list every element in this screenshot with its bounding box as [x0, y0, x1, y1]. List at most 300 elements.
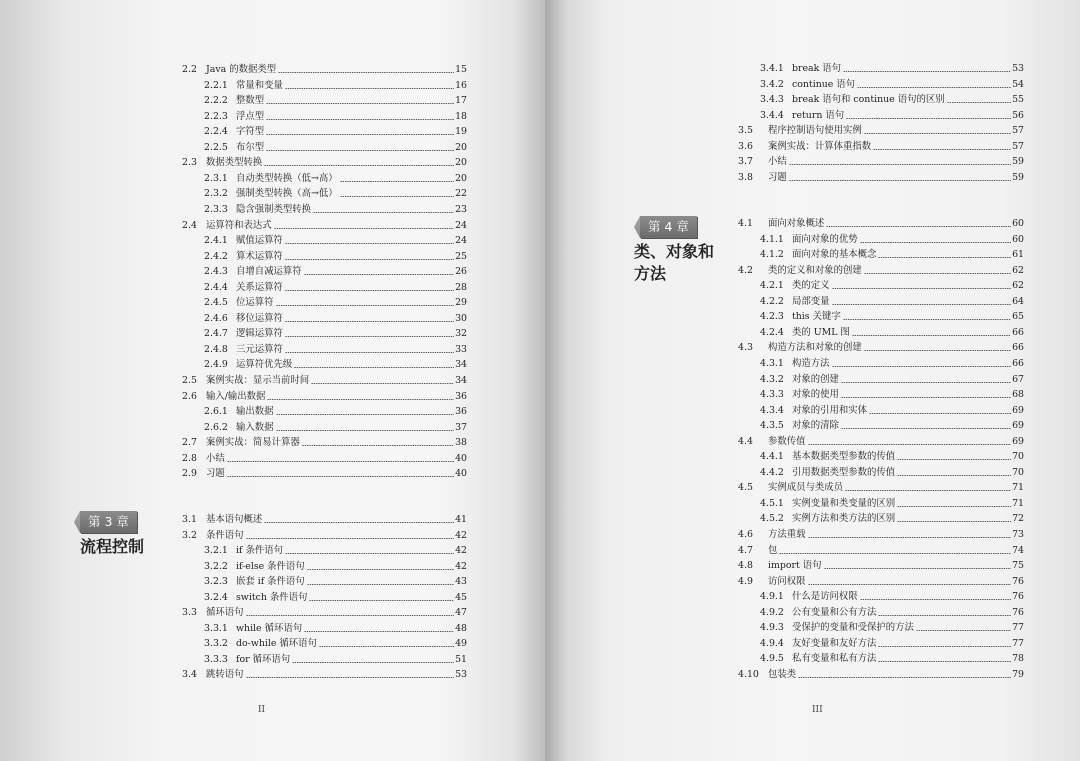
toc-entry	[760, 246, 1024, 261]
leader-dots	[304, 631, 454, 632]
toc-entry-number: 4.5	[738, 482, 753, 493]
toc-entry-number: 4.2.2	[760, 296, 784, 307]
toc-entry-title: 对象的创建	[792, 374, 839, 385]
toc-entry	[738, 215, 1024, 230]
toc-entry-number: 3.4.2	[760, 79, 784, 90]
toc-entry-page: 53	[455, 669, 467, 680]
toc-entry-number: 4.9.4	[760, 638, 784, 649]
toc-entry-title: 实例方法和类方法的区别	[792, 513, 896, 524]
toc-entry-page: 74	[1012, 545, 1024, 556]
toc-entry-number: 4.2.1	[760, 280, 784, 291]
toc-entry-title: 输入/输出数据	[206, 391, 266, 402]
toc-entry	[760, 293, 1024, 308]
toc-entry	[182, 434, 467, 449]
leader-dots	[278, 72, 454, 73]
toc-entry	[204, 403, 467, 418]
toc-entry	[204, 356, 467, 371]
leader-dots	[340, 181, 454, 182]
right-page	[545, 0, 1080, 761]
toc-entry	[760, 588, 1024, 603]
toc-entry-title: 常量和变量	[236, 80, 283, 91]
toc-entry-number: 4.3.1	[760, 358, 784, 369]
page-number: III	[812, 705, 823, 715]
toc-entry-page: 57	[1012, 141, 1024, 152]
toc-entry-number: 4.5.1	[760, 498, 784, 509]
toc-entry-page: 67	[1012, 374, 1024, 385]
leader-dots	[264, 165, 454, 166]
toc-entry-number: 3.5	[738, 125, 753, 136]
toc-entry-title: 习题	[206, 468, 225, 479]
toc-entry	[204, 248, 467, 263]
toc-entry-page: 37	[455, 422, 467, 433]
toc-entry-title: 小结	[768, 156, 787, 167]
leader-dots	[843, 71, 1011, 72]
toc-entry-title: 自增自减运算符	[236, 266, 302, 277]
leader-dots	[824, 568, 1012, 569]
toc-entry	[738, 557, 1024, 572]
toc-entry-page: 20	[455, 142, 467, 153]
toc-entry-page: 26	[455, 266, 467, 277]
toc-entry-page: 78	[1012, 653, 1024, 664]
toc-entry-page: 60	[1012, 234, 1024, 245]
toc-entry-number: 2.4.9	[204, 359, 228, 370]
toc-entry-title: 位运算符	[236, 297, 274, 308]
toc-entry-page: 18	[455, 111, 467, 122]
toc-entry-title: 输入数据	[236, 422, 274, 433]
toc-entry-number: 4.5.2	[760, 513, 784, 524]
toc-entry-page: 38	[455, 437, 467, 448]
toc-entry-title: return 语句	[792, 110, 845, 121]
toc-entry-title: switch 条件语句	[236, 592, 308, 603]
leader-dots	[274, 228, 454, 229]
toc-entry-number: 2.6.1	[204, 406, 228, 417]
toc-entry-number: 4.9.5	[760, 653, 784, 664]
toc-entry	[182, 527, 467, 542]
toc-entry-number: 2.6.2	[204, 422, 228, 433]
toc-entry	[182, 217, 467, 232]
toc-entry-number: 3.4.3	[760, 94, 784, 105]
toc-entry-number: 4.9	[738, 576, 753, 587]
leader-dots	[897, 521, 1011, 522]
chapter-4-title-line1: 类、对象和	[634, 242, 715, 261]
leader-dots	[789, 164, 1011, 165]
toc-entry-title: 方法重载	[768, 529, 806, 540]
toc-entry-page: 41	[455, 514, 467, 525]
toc-entry	[204, 589, 467, 604]
toc-entry-page: 71	[1012, 498, 1024, 509]
toc-entry	[182, 511, 467, 526]
toc-entry-title: 私有变量和私有方法	[792, 653, 877, 664]
toc-entry	[204, 558, 467, 573]
toc-entry	[204, 573, 467, 588]
toc-entry	[760, 619, 1024, 634]
toc-entry-title: 案例实战：计算体重指数	[768, 141, 872, 152]
toc-entry	[182, 604, 467, 619]
toc-entry-page: 77	[1012, 622, 1024, 633]
toc-entry-number: 2.3.2	[204, 188, 228, 199]
toc-entry-page: 76	[1012, 607, 1024, 618]
chapter-4-badge: 第 4 章	[640, 216, 697, 238]
toc-entry-number: 4.4	[738, 436, 753, 447]
toc-entry-number: 3.2.2	[204, 561, 228, 572]
toc-entry-title: 浮点型	[236, 111, 265, 122]
toc-entry	[204, 185, 467, 200]
toc-entry-number: 2.2	[182, 64, 197, 75]
toc-entry	[760, 324, 1024, 339]
toc-entry	[204, 92, 467, 107]
toc-entry-number: 3.4.4	[760, 110, 784, 121]
toc-entry-number: 3.3.2	[204, 638, 228, 649]
leader-dots	[285, 321, 454, 322]
toc-entry-page: 19	[455, 126, 467, 137]
toc-entry-title: 受保护的变量和受保护的方法	[792, 622, 914, 633]
toc-entry-number: 4.6	[738, 529, 753, 540]
chapter-4-title-line2: 方法	[634, 264, 667, 283]
toc-entry-number: 4.9.1	[760, 591, 784, 602]
leader-dots	[313, 212, 454, 213]
leader-dots	[789, 180, 1011, 181]
leader-dots	[294, 367, 454, 368]
toc-entry	[204, 341, 467, 356]
toc-entry	[204, 170, 467, 185]
toc-entry-title: 案例实战：简易计算器	[206, 437, 300, 448]
toc-entry-number: 2.4.3	[204, 266, 228, 277]
toc-entry-page: 22	[455, 188, 467, 199]
toc-entry-number: 4.2.3	[760, 311, 784, 322]
toc-entry-title: 字符型	[236, 126, 265, 137]
toc-entry-number: 4.1	[738, 218, 753, 229]
leader-dots	[808, 444, 1012, 445]
toc-entry	[760, 635, 1024, 650]
toc-entry-title: 输出数据	[236, 406, 274, 417]
toc-entry-number: 4.1.2	[760, 249, 784, 260]
toc-entry-number: 3.3.1	[204, 623, 228, 634]
toc-entry	[760, 604, 1024, 619]
toc-entry	[204, 232, 467, 247]
toc-entry-title: 运算符和表达式	[206, 220, 272, 231]
toc-entry	[182, 154, 467, 169]
leader-dots	[878, 257, 1011, 258]
toc-entry-number: 3.2.3	[204, 576, 228, 587]
leader-dots	[843, 319, 1011, 320]
leader-dots	[869, 413, 1011, 414]
toc-entry-page: 60	[1012, 218, 1024, 229]
toc-entry-title: do-while 循环语句	[236, 638, 317, 649]
toc-entry-number: 2.4.4	[204, 282, 228, 293]
toc-entry-page: 66	[1012, 327, 1024, 338]
toc-entry	[760, 464, 1024, 479]
toc-entry	[182, 450, 467, 465]
toc-entry-page: 65	[1012, 311, 1024, 322]
toc-entry-number: 3.7	[738, 156, 753, 167]
toc-entry-page: 40	[455, 468, 467, 479]
toc-entry-number: 3.1	[182, 514, 197, 525]
toc-entry-number: 2.2.2	[204, 95, 228, 106]
toc-entry-title: 友好变量和友好方法	[792, 638, 877, 649]
leader-dots	[878, 646, 1011, 647]
toc-entry	[204, 635, 467, 650]
toc-entry	[738, 339, 1024, 354]
toc-entry	[204, 139, 467, 154]
toc-entry-page: 56	[1012, 110, 1024, 121]
toc-entry-title: 面向对象的优势	[792, 234, 858, 245]
toc-entry-title: 习题	[768, 172, 787, 183]
leader-dots	[227, 476, 454, 477]
toc-entry-title: 局部变量	[792, 296, 830, 307]
toc-entry-title: 引用数据类型参数的传值	[792, 467, 896, 478]
toc-entry-title: 三元运算符	[236, 344, 283, 355]
toc-entry-title: 公有变量和公有方法	[792, 607, 877, 618]
toc-entry	[182, 666, 467, 681]
toc-entry-title: 案例实战：显示当前时间	[206, 375, 310, 386]
leader-dots	[826, 226, 1011, 227]
leader-dots	[266, 134, 454, 135]
toc-entry-page: 30	[455, 313, 467, 324]
toc-entry	[182, 372, 467, 387]
leader-dots	[285, 352, 454, 353]
toc-entry-number: 2.4.1	[204, 235, 228, 246]
toc-entry-number: 2.4.8	[204, 344, 228, 355]
toc-entry-title: 自动类型转换（低→高）	[236, 173, 338, 184]
leader-dots	[916, 630, 1011, 631]
toc-entry-title: 基本语句概述	[206, 514, 263, 525]
toc-entry-page: 20	[455, 157, 467, 168]
toc-entry-title: 对象的使用	[792, 389, 839, 400]
toc-entry-title: 访问权限	[768, 576, 806, 587]
toc-entry-number: 2.3.1	[204, 173, 228, 184]
leader-dots	[246, 538, 455, 539]
toc-entry-title: 什么是访问权限	[792, 591, 858, 602]
toc-entry-number: 4.7	[738, 545, 753, 556]
toc-entry-page: 36	[455, 391, 467, 402]
toc-entry-page: 61	[1012, 249, 1024, 260]
toc-entry-title: 实例变量和类变量的区别	[792, 498, 896, 509]
toc-entry-title: 强制类型转换（高→低）	[236, 188, 338, 199]
toc-entry	[204, 263, 467, 278]
toc-entry-number: 2.4.7	[204, 328, 228, 339]
toc-entry	[760, 277, 1024, 292]
toc-entry	[760, 371, 1024, 386]
toc-entry-number: 2.7	[182, 437, 197, 448]
toc-entry-page: 32	[455, 328, 467, 339]
toc-entry	[760, 650, 1024, 665]
toc-entry-number: 4.9.3	[760, 622, 784, 633]
toc-entry-title: 对象的引用和实体	[792, 405, 868, 416]
toc-entry-page: 54	[1012, 79, 1024, 90]
toc-entry-title: 面向对象的基本概念	[792, 249, 877, 260]
leader-dots	[285, 553, 454, 554]
toc-entry-title: while 循环语句	[236, 623, 303, 634]
toc-entry	[738, 666, 1024, 681]
leader-dots	[864, 350, 1011, 351]
toc-entry-page: 76	[1012, 576, 1024, 587]
toc-entry	[204, 419, 467, 434]
toc-entry-title: if 条件语句	[236, 545, 283, 556]
toc-entry-page: 20	[455, 173, 467, 184]
toc-entry-number: 4.3	[738, 342, 753, 353]
toc-entry-number: 3.2	[182, 530, 197, 541]
toc-entry	[182, 388, 467, 403]
toc-entry-page: 53	[1012, 63, 1024, 74]
toc-entry-title: 对象的清除	[792, 420, 839, 431]
toc-entry-title: 程序控制语句使用实例	[768, 125, 862, 136]
toc-entry	[738, 169, 1024, 184]
toc-entry	[182, 61, 467, 76]
toc-entry-page: 72	[1012, 513, 1024, 524]
leader-dots	[276, 305, 455, 306]
toc-entry-page: 57	[1012, 125, 1024, 136]
toc-entry-number: 4.4.1	[760, 451, 784, 462]
toc-entry	[738, 122, 1024, 137]
toc-entry-number: 2.8	[182, 453, 197, 464]
toc-entry-title: 跳转语句	[206, 669, 244, 680]
toc-entry-title: 关系运算符	[236, 282, 283, 293]
leader-dots	[276, 414, 455, 415]
toc-entry-page: 66	[1012, 342, 1024, 353]
toc-entry	[760, 495, 1024, 510]
toc-entry-page: 66	[1012, 358, 1024, 369]
toc-entry-number: 4.4.2	[760, 467, 784, 478]
toc-entry-page: 75	[1012, 560, 1024, 571]
toc-entry-page: 73	[1012, 529, 1024, 540]
toc-entry-title: 类的 UML 图	[792, 327, 850, 338]
leader-dots	[857, 87, 1011, 88]
toc-entry-number: 3.8	[738, 172, 753, 183]
toc-entry-number: 2.4.5	[204, 297, 228, 308]
toc-entry-page: 79	[1012, 669, 1024, 680]
leader-dots	[779, 553, 1011, 554]
toc-entry	[738, 479, 1024, 494]
leader-dots	[852, 335, 1011, 336]
toc-entry	[182, 465, 467, 480]
toc-entry-title: 基本数据类型参数的传值	[792, 451, 896, 462]
toc-entry	[760, 417, 1024, 432]
leader-dots	[860, 599, 1011, 600]
toc-entry-number: 2.2.4	[204, 126, 228, 137]
leader-dots	[832, 304, 1012, 305]
toc-entry	[738, 153, 1024, 168]
toc-entry	[760, 76, 1024, 91]
toc-entry	[760, 402, 1024, 417]
toc-entry	[738, 262, 1024, 277]
leader-dots	[878, 615, 1011, 616]
leader-dots	[319, 646, 454, 647]
page-number: II	[258, 705, 266, 715]
toc-entry	[738, 573, 1024, 588]
toc-entry-title: break 语句和 continue 语句的区别	[792, 94, 945, 105]
toc-entry-title: break 语句	[792, 63, 842, 74]
toc-entry-page: 23	[455, 204, 467, 215]
toc-entry-number: 3.3.3	[204, 654, 228, 665]
toc-entry-page: 45	[455, 592, 467, 603]
toc-entry-title: 类的定义和对象的创建	[768, 265, 862, 276]
toc-entry-page: 68	[1012, 389, 1024, 400]
toc-entry-number: 3.6	[738, 141, 753, 152]
toc-entry-number: 2.6	[182, 391, 197, 402]
leader-dots	[798, 677, 1011, 678]
leader-dots	[864, 133, 1011, 134]
toc-entry-title: 构造方法	[792, 358, 830, 369]
leader-dots	[292, 662, 454, 663]
toc-entry-number: 2.4.6	[204, 313, 228, 324]
toc-entry	[738, 526, 1024, 541]
toc-entry-number: 2.9	[182, 468, 197, 479]
toc-entry-page: 64	[1012, 296, 1024, 307]
toc-entry-number: 4.3.5	[760, 420, 784, 431]
toc-entry-number: 2.4.2	[204, 251, 228, 262]
toc-entry-number: 4.2.4	[760, 327, 784, 338]
leader-dots	[846, 118, 1011, 119]
toc-entry-page: 15	[455, 64, 467, 75]
toc-entry-page: 42	[455, 561, 467, 572]
toc-entry	[204, 651, 467, 666]
leader-dots	[864, 273, 1011, 274]
leader-dots	[246, 615, 455, 616]
toc-entry-number: 2.3	[182, 157, 197, 168]
toc-entry	[738, 138, 1024, 153]
toc-entry	[760, 231, 1024, 246]
toc-entry-page: 33	[455, 344, 467, 355]
leader-dots	[808, 584, 1012, 585]
toc-entry-page: 24	[455, 235, 467, 246]
toc-entry-page: 59	[1012, 172, 1024, 183]
toc-entry-page: 16	[455, 80, 467, 91]
toc-entry-number: 3.4.1	[760, 63, 784, 74]
leader-dots	[841, 428, 1011, 429]
toc-entry-page: 34	[455, 359, 467, 370]
toc-entry-title: 算术运算符	[236, 251, 283, 262]
toc-entry	[760, 107, 1024, 122]
toc-entry	[738, 433, 1024, 448]
leader-dots	[267, 399, 454, 400]
toc-entry-page: 42	[455, 530, 467, 541]
leader-dots	[285, 336, 454, 337]
toc-entry-page: 24	[455, 220, 467, 231]
toc-entry-number: 2.4	[182, 220, 197, 231]
toc-entry-number: 2.5	[182, 375, 197, 386]
toc-entry-page: 59	[1012, 156, 1024, 167]
leader-dots	[897, 459, 1011, 460]
leader-dots	[307, 569, 454, 570]
toc-entry	[760, 448, 1024, 463]
leader-dots	[227, 461, 454, 462]
toc-entry-title: 参数传值	[768, 436, 806, 447]
toc-entry-page: 29	[455, 297, 467, 308]
leader-dots	[860, 242, 1011, 243]
leader-dots	[311, 383, 454, 384]
toc-entry-page: 48	[455, 623, 467, 634]
toc-entry-title: 包装类	[768, 669, 797, 680]
toc-entry-page: 69	[1012, 436, 1024, 447]
toc-entry	[760, 91, 1024, 106]
leader-dots	[276, 430, 455, 431]
toc-entry-number: 4.3.2	[760, 374, 784, 385]
toc-entry-page: 49	[455, 638, 467, 649]
toc-entry-title: 隐含强制类型转换	[236, 204, 312, 215]
toc-entry-title: 赋值运算符	[236, 235, 283, 246]
toc-entry-title: 嵌套 if 条件语句	[236, 576, 305, 587]
toc-entry	[760, 510, 1024, 525]
toc-entry-page: 62	[1012, 265, 1024, 276]
leader-dots	[832, 366, 1012, 367]
toc-entry-page: 71	[1012, 482, 1024, 493]
toc-entry	[760, 308, 1024, 323]
toc-entry	[760, 386, 1024, 401]
toc-entry-title: Java 的数据类型	[206, 64, 277, 75]
toc-entry-number: 2.2.1	[204, 80, 228, 91]
leader-dots	[285, 88, 454, 89]
toc-entry-page: 69	[1012, 420, 1024, 431]
